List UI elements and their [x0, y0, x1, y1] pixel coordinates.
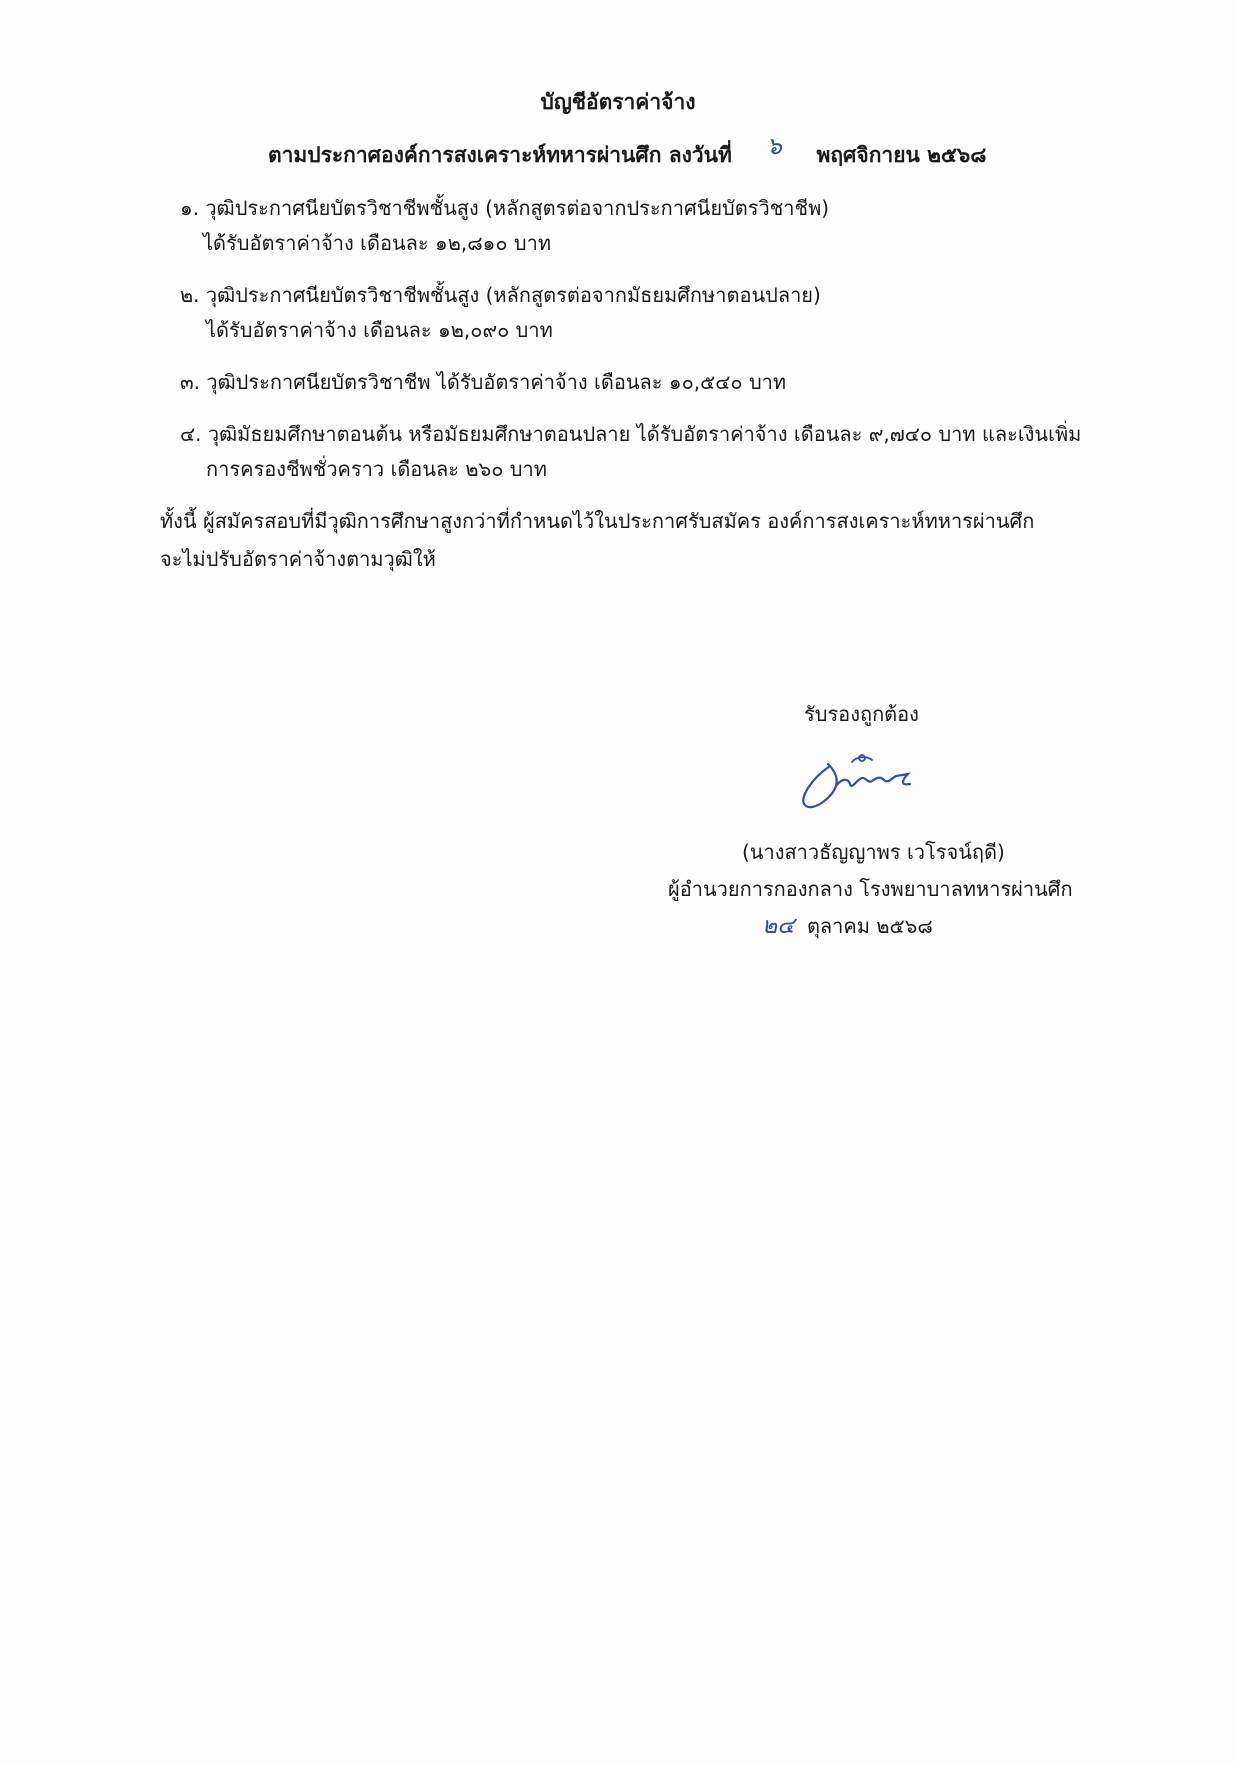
item-2-line-1: ๒. วุฒิประกาศนียบัตรวิชาชีพชั้นสูง (หลักสูตรต่อจากมัธยมศึกษาตอนปลาย)	[180, 283, 821, 307]
document-title: บัญชีอัตราค่าจ้าง	[540, 90, 696, 114]
note-line-1: ทั้งนี้ ผู้สมัครสอบที่มีวุฒิการศึกษาสูงกว่าที่กำหนดไว้ในประกาศรับสมัคร องค์การสงเคราะห์ทหารผ่านศึก	[160, 509, 1035, 533]
item-4-line-1: ๔. วุฒิมัธยมศึกษาตอนต้น หรือมัธยมศึกษาตอนปลาย ได้รับอัตราค่าจ้าง เดือนละ ๙,๗๔๐ บาท และเงินเพิ่ม	[180, 422, 1082, 446]
subtitle-suffix: พฤศจิกายน ๒๕๖๘	[816, 143, 987, 167]
item-1-line-2: ได้รับอัตราค่าจ้าง เดือนละ ๑๒,๘๑๐ บาท	[203, 231, 552, 255]
handwritten-day: ๖	[766, 132, 782, 160]
signature-date	[762, 908, 933, 944]
signer-position: ผู้อำนวยการกองกลาง โรงพยาบาลทหารผ่านศึก	[668, 877, 1073, 901]
signer-name: (นางสาวธัญญาพร เวโรจน์ฤดี)	[742, 840, 1005, 864]
note-line-2: จะไม่ปรับอัตราค่าจ้างตามวุฒิให้	[160, 547, 436, 571]
item-4-line-2: การครองชีพชั่วคราว เดือนละ ๒๖๐ บาท	[206, 457, 547, 481]
handwritten-date-day: ๒๔	[762, 913, 795, 939]
document-subtitle	[268, 134, 986, 173]
handwritten-signature	[792, 748, 942, 818]
item-2-line-2: ได้รับอัตราค่าจ้าง เดือนละ ๑๒,๐๙๐ บาท	[206, 318, 553, 342]
item-1-line-1: ๑. วุฒิประกาศนียบัตรวิชาชีพชั้นสูง (หลักสูตรต่อจากประกาศนียบัตรวิชาชีพ)	[180, 196, 830, 220]
date-month-year: ตุลาคม ๒๕๖๘	[806, 914, 933, 938]
item-3-line-1: ๓. วุฒิประกาศนียบัตรวิชาชีพ ได้รับอัตราค่าจ้าง เดือนละ ๑๐,๕๔๐ บาท	[180, 370, 787, 394]
subtitle-prefix: ตามประกาศองค์การสงเคราะห์ทหารผ่านศึก ลงวันที่	[268, 143, 732, 167]
certified-label: รับรองถูกต้อง	[804, 702, 919, 726]
